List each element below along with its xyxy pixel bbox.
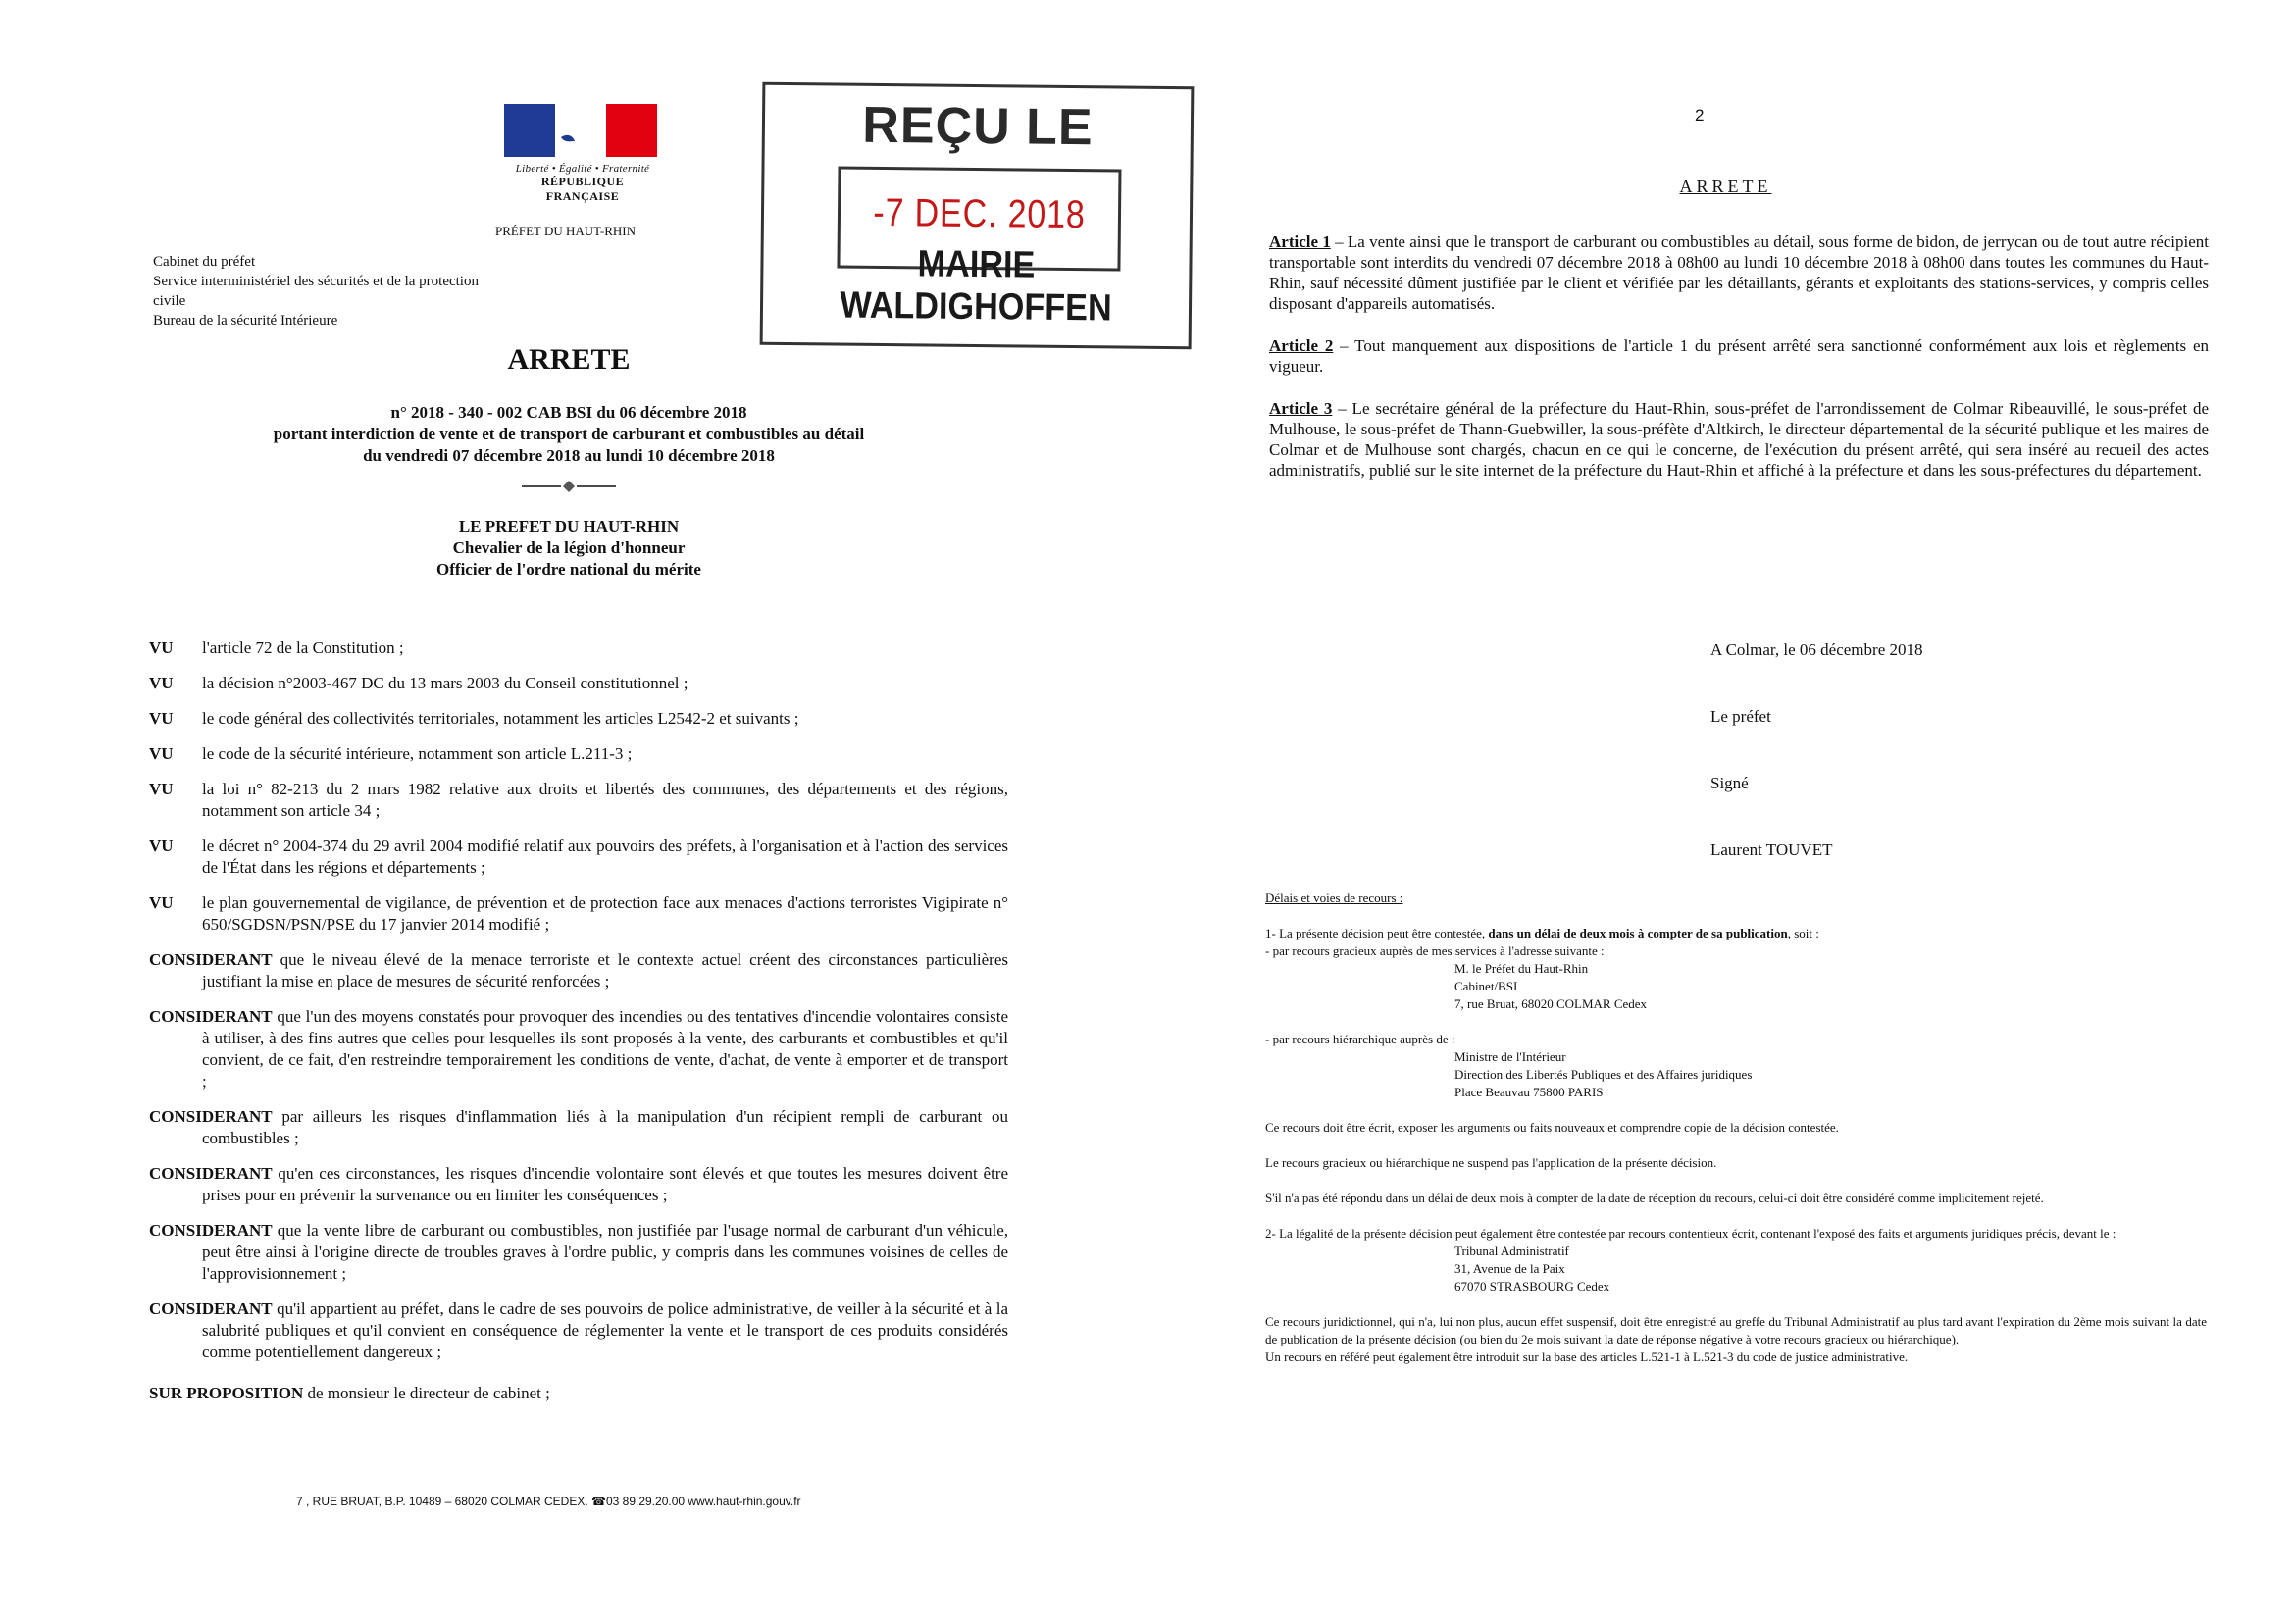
service-block [153,252,506,330]
proposition-label: SUR PROPOSITION [149,1384,304,1402]
article-label: Article 2 [1269,336,1334,355]
prefet-title-line: LE PREFET DU HAUT-RHIN [458,517,680,535]
considerant-item [149,1163,1008,1206]
marianne-flag-icon [504,104,657,157]
appeal-paragraph: Le recours gracieux ou hiérarchique ne suspend pas l'application de la présente décision. [1265,1155,1717,1170]
visa-label: VU [149,893,174,912]
prefet-header: PRÉFET DU HAUT-RHIN [495,224,637,238]
republique-francaise-logo [504,104,661,204]
prefecture-address-footer: 7 , RUE BRUAT, B.P. 10489 – 68020 COLMAR CEDEX. ☎03 89.29.20.00 www.haut-rhin.gouv.fr [296,1495,801,1508]
document-subtitle [147,402,991,467]
document-title: ARRETE [507,343,631,376]
appeal-paragraph: S'il n'a pas été répondu dans un délai de deux mois à compter de la date de réception du recours, celui-ci doit être considéré comme implicitement rejeté. [1265,1191,2044,1205]
articles-title: ARRETE [1679,177,1772,196]
address-line: 7, rue Bruat, 68020 COLMAR Cedex [1454,996,1648,1011]
considerant-text: que le niveau élevé de la menace terroriste et le contexte actuel créent des circonstances particulières justifiant la mise en place de mesures de sécurité renforcées ; [202,950,1009,990]
article-item [1269,398,2209,481]
right-page [1157,0,2294,1624]
address-line: Place Beauvau 75800 PARIS [1454,1085,1604,1099]
service-line: Bureau de la sécurité Intérieure [153,313,338,329]
article-text: – La vente ainsi que le transport de carburant ou combustibles au détail, sous forme de bidon, de jerrycan ou de tout autre récipient transportable sont interdits du vendredi 07 décembre 2018 à 08h00 au lundi 10 décembre 2018 à 08h00 dans toutes les communes du Haut-Rhin, sauf nécessité dûment justifiée par le client et vérifiée par les détaillants, gérants et exploitants des stations-services, y compris celles disposant d'appareils automatisés. [1269,232,2210,313]
visa-label: VU [149,638,174,657]
address-line: Ministre de l'Intérieur [1454,1049,1566,1064]
visa-item [149,836,1008,879]
motto: Liberté • Égalité • Fraternité [515,163,650,175]
place-date: A Colmar, le 06 décembre 2018 [1710,640,1923,659]
visa-item [149,743,1008,765]
received-stamp [760,82,1195,350]
considerant-label: CONSIDERANT [149,1107,273,1126]
article-label: Article 3 [1269,399,1333,418]
article-text: – Le secrétaire général de la préfecture du Haut-Rhin, sous-préfet de l'arrondissement de Colmar Ribeauvillé, le sous-préfet de Mulhouse, le sous-préfet de Thann-Guebwiller, la sous-préfète d'Altkirch, le directeur départemental de la sécurité publique et les maires de Colmar et de Mulhouse sont chargés, chacun en ce qui le concerne, de l'exécution du présent arrêté, qui sera inséré au recueil des actes administratifs, publié sur le site internet de la préfecture du Haut-Rhin et affiché à la préfecture et dans les sous-préfectures du département. [1269,399,2210,480]
considerant-label: CONSIDERANT [149,950,273,969]
considerant-item [149,1220,1008,1285]
article-item [1269,231,2209,314]
stamp-title: REÇU LE [862,96,1094,157]
appeal-paragraph: Un recours en référé peut également être introduit sur la base des articles L.521-1 à L.521-3 du code de justice administrative. [1265,1349,1909,1364]
appeal-paragraph: Ce recours doit être écrit, exposer les arguments ou faits nouveaux et comprendre copie de la décision contestée. [1265,1120,1839,1135]
visa-label: VU [149,744,174,763]
appeal-deadline: dans un délai de deux mois à compter de sa publication [1488,926,1788,940]
considerant-label: CONSIDERANT [149,1299,273,1318]
visa-text: le décret n° 2004-374 du 29 avril 2004 modifié relatif aux pouvoirs des préfets, à l'organisation et à l'action des services de l'État dans les régions et départements ; [202,837,1008,877]
subtitle-line: portant interdiction de vente et de transport de carburant et combustibles au détail [273,425,865,443]
visa-text: la décision n°2003-467 DC du 13 mars 2003 du Conseil constitutionnel ; [202,674,688,692]
page-number: 2 [1695,106,1705,125]
service-line: Service interministériel des sécurités et de la protection civile [153,274,479,309]
visa-item [149,673,1008,694]
address-line: 31, Avenue de la Paix [1454,1261,1565,1276]
appeal-heading: Délais et voies de recours : [1265,890,1403,905]
prefet-titles [147,516,991,581]
articles-list [1269,231,2209,502]
considerant-label: CONSIDERANT [149,1164,273,1183]
tribunal-address [1265,1243,2207,1295]
visa-text: l'article 72 de la Constitution ; [202,638,404,657]
considerant-text: que l'un des moyens constatés pour provoquer des incendies ou des tentatives d'incendie volontaires consiste à utiliser, à des fins autres que celles pour lesquelles ils sont proposés à la vente, des carburants et combustibles et qu'il convient, de ce fait, d'en restreindre temporairement les conditions de vente, d'achat, de vente à emporter et de transport ; [202,1007,1008,1091]
appeal-section [1265,889,2207,1384]
appeal-intro: 1- La présente décision peut être contestée, [1265,926,1486,940]
gracieux-address [1265,960,2207,1013]
appeal-intro-end: , soit : [1787,926,1819,940]
prefet-title-line: Officier de l'ordre national du mérite [436,560,701,579]
address-line: Direction des Libertés Publiques et des Affaires juridiques [1454,1067,1753,1082]
address-line: Tribunal Administratif [1454,1243,1569,1258]
visa-text: le code général des collectivités territoriales, notamment les articles L2542-2 et suivants ; [202,709,799,728]
visa-text: le code de la sécurité intérieure, notamment son article L.211-3 ; [202,744,633,763]
service-line: Cabinet du préfet [153,254,256,270]
subtitle-line: n° 2018 - 340 - 002 CAB BSI du 06 décembre 2018 [390,403,747,422]
address-line: 67070 STRASBOURG Cedex [1454,1279,1610,1294]
article-text: – Tout manquement aux dispositions de l'article 1 du présent arrêté sera sanctionné conformément aux lois et règlements en vigueur. [1269,336,2209,376]
visa-item [149,708,1008,730]
hierarchique-intro: - par recours hiérarchique auprès de : [1265,1032,1455,1046]
considerant-item [149,1006,1008,1092]
stamp-footer: MAIRIE WALDIGHOFFEN [840,243,1112,330]
signature-block [1710,639,1922,906]
article-item [1269,335,2209,377]
address-line: M. le Préfet du Haut-Rhin [1454,961,1589,976]
visa-item [149,779,1008,822]
appeal-paragraph [1265,925,2207,960]
hierarchique-address [1265,1048,2207,1101]
considerant-text: par ailleurs les risques d'inflammation liés à la manipulation d'un récipient rempli de carburant ou combustibles ; [202,1107,1008,1147]
subtitle-line: du vendredi 07 décembre 2018 au lundi 10 décembre 2018 [363,446,775,465]
stamp-date: -7 DEC. 2018 [873,190,1086,237]
considerant-text: qu'il appartient au préfet, dans le cadre de ses pouvoirs de police administrative, de veiller à la sécurité et à la salubrité publiques et qu'il convient en conséquence de réglementer la vente et le transport de ces produits considérés comme potentiellement dangereux ; [202,1299,1009,1361]
visa-item [149,637,1008,659]
visa-label: VU [149,674,174,692]
article-label: Article 1 [1269,232,1331,251]
address-line: Cabinet/BSI [1454,979,1518,993]
considerant-label: CONSIDERANT [149,1221,273,1240]
appeal-paragraph: Ce recours juridictionnel, qui n'a, lui non plus, aucun effet suspensif, doit être enregistré au greffe du Tribunal Administratif au plus tard avant l'expiration du 2ème mois suivant la date de publication de la présente décision (ou bien du 2e mois suivant la date de réponse négative à votre recours gracieux ou hiérarchique). [1265,1314,2207,1346]
visa-label: VU [149,780,174,798]
considerant-label: CONSIDERANT [149,1007,273,1026]
gracieux-intro: - par recours gracieux auprès de mes services à l'adresse suivante : [1265,943,1605,958]
considerant-item [149,1106,1008,1149]
marianne-profile-icon [532,108,620,157]
visas-list [149,637,1008,1418]
signatory-name: Laurent TOUVET [1710,840,1833,859]
proposition-item [149,1383,1008,1404]
considerant-text: que la vente libre de carburant ou combustibles, non justifiée par l'usage normal de carburant d'un véhicule, peut être ainsi à l'origine directe de troubles graves à l'ordre public, y compris dans les communes voisines de celles de l'approvisionnement ; [202,1221,1009,1283]
signed-mention: Signé [1710,774,1749,792]
visa-text: le plan gouvernemental de vigilance, de prévention et de protection face aux menaces d'actions terroristes Vigipirate n° 650/SGDSN/PSN/PSE du 17 janvier 2014 modifié ; [202,893,1008,934]
signatory-role: Le préfet [1710,707,1771,726]
visa-label: VU [149,709,174,728]
considerant-text: qu'en ces circonstances, les risques d'incendie volontaire sont élevés et que toutes les mesures doivent être prises pour en prévenir la survenance ou en limiter les conséquences ; [202,1164,1009,1204]
republic-label: RÉPUBLIQUE FRANÇAISE [540,175,625,203]
prefet-title-line: Chevalier de la légion d'honneur [452,538,686,557]
diamond-separator-icon [522,480,616,493]
considerant-item [149,1298,1008,1363]
proposition-text: de monsieur le directeur de cabinet ; [307,1384,550,1402]
considerant-item [149,949,1008,992]
appeal-paragraph: 2- La légalité de la présente décision peut également être contestée par recours contentieux écrit, contenant l'exposé des faits et arguments juridiques précis, devant le : [1265,1226,2116,1241]
visa-item [149,892,1008,936]
visa-label: VU [149,837,174,855]
visa-text: la loi n° 82-213 du 2 mars 1982 relative aux droits et libertés des communes, des départements et des régions, notamment son article 34 ; [202,780,1008,820]
